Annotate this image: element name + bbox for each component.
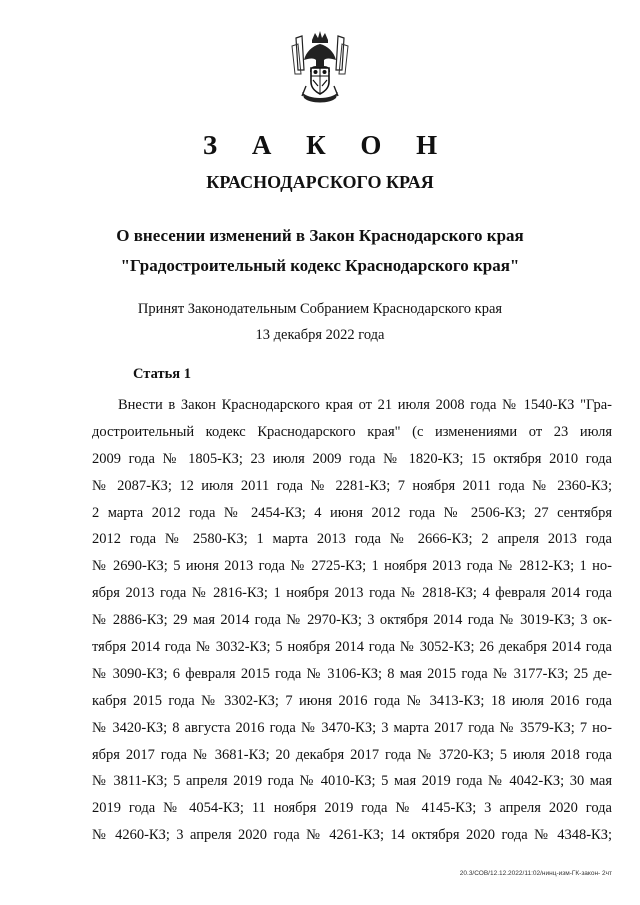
- article-text: [92, 392, 612, 849]
- law-subject: [0, 221, 640, 281]
- text-line: тября 2014 года № 3032-КЗ; 5 ноября 2014 года № 3052-КЗ; 26 декабря 2014 года: [92, 639, 612, 656]
- text-line: достроительный кодекс Краснодарского края" (с изменениями от 23 июля: [92, 423, 612, 440]
- text-line: ября 2013 года № 2816-КЗ; 1 ноября 2013 года № 2818-КЗ; 4 февраля 2014 года: [92, 585, 612, 602]
- text-line: № 2690-КЗ; 5 июня 2013 года № 2725-КЗ; 1 ноября 2013 года № 2812-КЗ; 1 но-: [92, 558, 612, 575]
- adoption-note: [0, 296, 640, 348]
- adoption-body: Принят Законодательным Собранием Краснодарского края: [137, 301, 503, 317]
- text-line: № 3420-КЗ; 8 августа 2016 года № 3470-КЗ; 3 марта 2017 года № 3579-КЗ; 7 но-: [92, 719, 612, 736]
- region-title: КРАСНОДАРСКОГО КРАЯ: [206, 172, 434, 192]
- law-subject-line: О внесении изменений в Закон Краснодарского края: [116, 226, 524, 245]
- text-line: № 3090-КЗ; 6 февраля 2015 года № 3106-КЗ; 8 мая 2015 года № 3177-КЗ; 25 де-: [92, 665, 612, 682]
- law-subject-line: "Градостроительный кодекс Краснодарского края": [120, 256, 520, 275]
- adoption-date: 13 декабря 2022 года: [255, 327, 385, 343]
- text-line: Внести в Закон Краснодарского края от 21 июля 2008 года № 1540-КЗ "Гра-: [118, 397, 612, 413]
- text-line: № 2087-КЗ; 12 июля 2011 года № 2281-КЗ; 7 ноября 2011 года № 2360-КЗ;: [92, 477, 612, 494]
- text-line: 2019 года № 4054-КЗ; 11 ноября 2019 года № 4145-КЗ; 3 апреля 2020 года: [92, 800, 612, 817]
- text-line: 2 марта 2012 года № 2454-КЗ; 4 июня 2012 года № 2506-КЗ; 27 сентября: [92, 504, 612, 521]
- article-heading: Статья 1: [133, 366, 191, 382]
- text-line: № 4260-КЗ; 3 апреля 2020 года № 4261-КЗ; 14 октября 2020 года № 4348-КЗ;: [92, 827, 612, 844]
- text-line: ября 2017 года № 3681-КЗ; 20 декабря 2017 года № 3720-КЗ; 5 июля 2018 года: [92, 746, 612, 763]
- law-title: З А К О Н: [202, 130, 452, 160]
- coat-of-arms-icon: [288, 30, 352, 104]
- text-line: № 2886-КЗ; 29 мая 2014 года № 2970-КЗ; 3 октября 2014 года № 3019-КЗ; 3 ок-: [92, 612, 612, 629]
- text-line: 2009 года № 1805-КЗ; 23 июля 2009 года № 1820-КЗ; 15 октября 2010 года: [92, 450, 612, 467]
- document-footer-code: 20.3/СОВ/12.12.2022/11:02/нинц-изм-ГК-закон- 2чт: [459, 870, 612, 877]
- text-line: 2012 года № 2580-КЗ; 1 марта 2013 года № 2666-КЗ; 2 апреля 2013 года: [92, 531, 612, 548]
- text-line: № 3811-КЗ; 5 апреля 2019 года № 4010-КЗ; 5 мая 2019 года № 4042-КЗ; 30 мая: [92, 773, 612, 790]
- text-line: кабря 2015 года № 3302-КЗ; 7 июня 2016 года № 3413-КЗ; 18 июля 2016 года: [92, 692, 612, 709]
